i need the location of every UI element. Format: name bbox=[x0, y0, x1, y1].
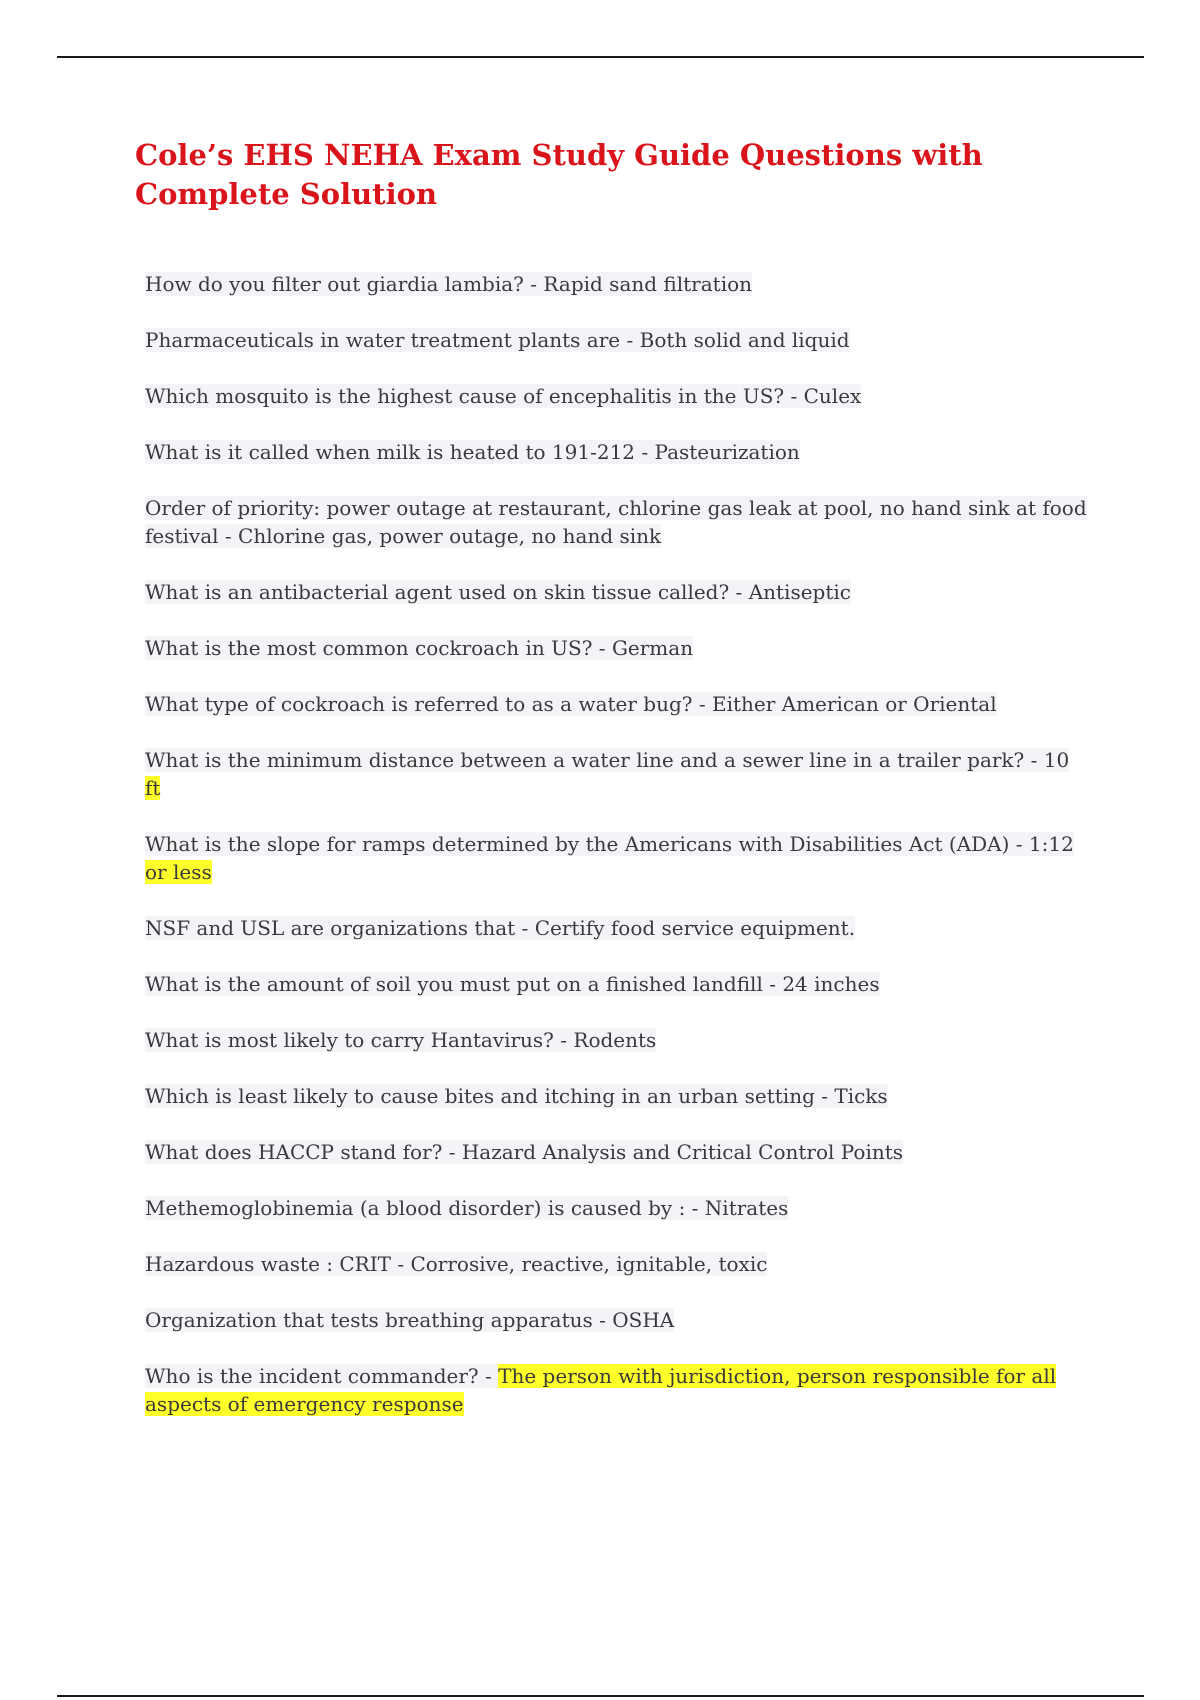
footer-rule bbox=[57, 1695, 1144, 1697]
answer-text: Pasteurization bbox=[654, 440, 800, 464]
answer-text: Ticks bbox=[834, 1084, 888, 1108]
answer-text: Nitrates bbox=[704, 1196, 789, 1220]
qa-item bbox=[145, 1250, 1090, 1278]
question-text: Which is least likely to cause bites and itching in an urban setting bbox=[145, 1084, 815, 1108]
qa-separator: - bbox=[814, 1084, 835, 1108]
answer-text: Both solid and liquid bbox=[639, 328, 850, 352]
question-text: Pharmaceuticals in water treatment plants are bbox=[145, 328, 621, 352]
qa-separator: - bbox=[478, 1364, 499, 1388]
header-rule bbox=[57, 56, 1144, 58]
question-text: What does HACCP stand for? bbox=[145, 1140, 443, 1164]
qa-item bbox=[145, 578, 1090, 606]
qa-separator: - bbox=[1024, 748, 1044, 772]
answer-text: German bbox=[611, 636, 694, 660]
highlighted-answer-text: The person with jurisdiction, person responsible for all aspects of emergency response bbox=[145, 1364, 1057, 1416]
qa-separator: - bbox=[635, 440, 655, 464]
qa-item bbox=[145, 1138, 1090, 1166]
question-text: What is the amount of soil you must put on a finished landfill bbox=[145, 972, 763, 996]
qa-separator: - bbox=[685, 1196, 705, 1220]
qa-item bbox=[145, 970, 1090, 998]
question-text: What is the most common cockroach in US? bbox=[145, 636, 593, 660]
qa-list bbox=[145, 270, 1090, 1446]
answer-text: Certify food service equipment. bbox=[534, 916, 856, 940]
qa-separator: - bbox=[1009, 832, 1029, 856]
question-text: Order of priority: power outage at restaurant, chlorine gas leak at pool, no hand sink at food festival bbox=[145, 496, 1087, 548]
question-text: NSF and USL are organizations that bbox=[145, 916, 516, 940]
question-text: What is the minimum distance between a water line and a sewer line in a trailer park? bbox=[145, 748, 1025, 772]
question-text: How do you filter out giardia lambia? bbox=[145, 272, 524, 296]
qa-item bbox=[145, 746, 1090, 802]
qa-separator: - bbox=[762, 972, 783, 996]
qa-separator: - bbox=[620, 328, 640, 352]
qa-item bbox=[145, 914, 1090, 942]
highlighted-answer-text: ft bbox=[145, 776, 161, 800]
answer-text: 10 bbox=[1043, 748, 1070, 772]
qa-separator: - bbox=[218, 524, 239, 548]
answer-text: Culex bbox=[803, 384, 862, 408]
qa-item bbox=[145, 270, 1090, 298]
qa-separator: - bbox=[784, 384, 804, 408]
qa-separator: - bbox=[692, 692, 712, 716]
qa-separator: - bbox=[729, 580, 749, 604]
qa-separator: - bbox=[553, 1028, 574, 1052]
answer-text: 1:12 bbox=[1028, 832, 1074, 856]
qa-item bbox=[145, 690, 1090, 718]
qa-item bbox=[145, 494, 1090, 550]
answer-text: Chlorine gas, power outage, no hand sink bbox=[238, 524, 662, 548]
question-text: What is it called when milk is heated to 191-212 bbox=[145, 440, 636, 464]
answer-text: 24 inches bbox=[782, 972, 880, 996]
question-text: Who is the incident commander? bbox=[145, 1364, 479, 1388]
qa-separator: - bbox=[442, 1140, 462, 1164]
answer-text: Antiseptic bbox=[748, 580, 851, 604]
qa-item bbox=[145, 1194, 1090, 1222]
qa-item bbox=[145, 1362, 1090, 1418]
qa-item bbox=[145, 326, 1090, 354]
question-text: What type of cockroach is referred to as a water bug? bbox=[145, 692, 693, 716]
qa-item bbox=[145, 438, 1090, 466]
question-text: Methemoglobinemia (a blood disorder) is caused by : bbox=[145, 1196, 686, 1220]
answer-text: Corrosive, reactive, ignitable, toxic bbox=[410, 1252, 768, 1276]
answer-text: Rodents bbox=[573, 1028, 657, 1052]
qa-separator: - bbox=[592, 1308, 613, 1332]
question-text: What is most likely to carry Hantavirus? bbox=[145, 1028, 554, 1052]
question-text: Which mosquito is the highest cause of encephalitis in the US? bbox=[145, 384, 785, 408]
document-title: Cole’s EHS NEHA Exam Study Guide Questions with Complete Solution bbox=[135, 138, 983, 211]
qa-item bbox=[145, 634, 1090, 662]
question-text: What is an antibacterial agent used on skin tissue called? bbox=[145, 580, 730, 604]
question-text: Hazardous waste : CRIT bbox=[145, 1252, 391, 1276]
highlighted-answer-text: or less bbox=[145, 860, 212, 884]
qa-item bbox=[145, 830, 1090, 886]
question-text: Organization that tests breathing apparatus bbox=[145, 1308, 593, 1332]
qa-item bbox=[145, 1026, 1090, 1054]
qa-separator: - bbox=[592, 636, 612, 660]
qa-item bbox=[145, 1306, 1090, 1334]
qa-separator: - bbox=[390, 1252, 411, 1276]
answer-text: Rapid sand filtration bbox=[543, 272, 753, 296]
question-text: What is the slope for ramps determined by the Americans with Disabilities Act (ADA) bbox=[145, 832, 1010, 856]
qa-separator: - bbox=[523, 272, 544, 296]
answer-text: Hazard Analysis and Critical Control Points bbox=[461, 1140, 904, 1164]
answer-text: Either American or Oriental bbox=[711, 692, 997, 716]
qa-item bbox=[145, 1082, 1090, 1110]
qa-separator: - bbox=[515, 916, 535, 940]
qa-item bbox=[145, 382, 1090, 410]
answer-text: OSHA bbox=[612, 1308, 675, 1332]
